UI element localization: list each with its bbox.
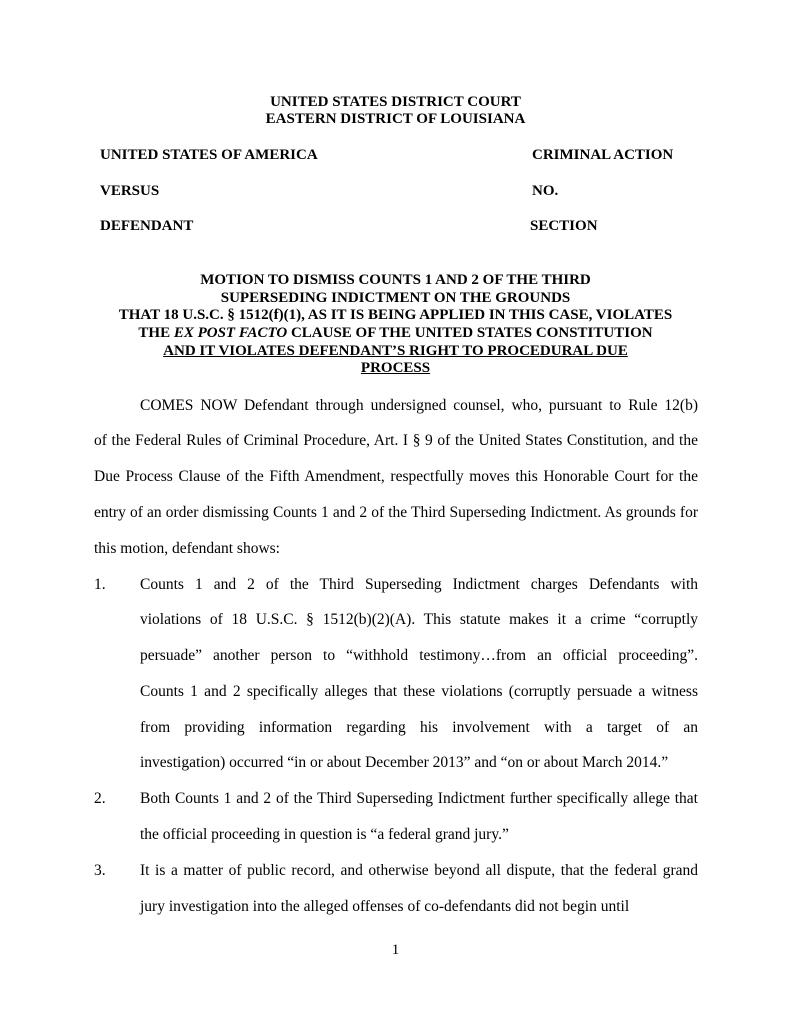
caption-section: SECTION	[530, 218, 598, 234]
motion-title-line-3: THAT 18 U.S.C. § 1512(f)(1), AS IT IS BEING APPLIED IN THIS CASE, VIOLATES	[118, 307, 673, 323]
caption-criminal-action: CRIMINAL ACTION	[532, 147, 674, 163]
court-district: EASTERN DISTRICT OF LOUISIANA	[265, 111, 526, 127]
intro-line-1: COMES NOW Defendant through undersigned counsel, who, pursuant to Rule 12(b)	[140, 397, 698, 414]
paragraph-1-line-2: violations of 18 U.S.C. § 1512(b)(2)(A). This statute makes it a crime “corruptly	[140, 611, 698, 628]
paragraph-1-line-6: investigation) occurred “in or about December 2013” and “on or about March 2014.”	[140, 754, 669, 771]
title-line-4-prefix: THE	[138, 325, 174, 341]
intro-line-4: entry of an order dismissing Counts 1 and 2 of the Third Superseding Indictment. As grounds for	[94, 504, 698, 521]
caption-defendant: DEFENDANT	[100, 218, 194, 234]
intro-line-2: of the Federal Rules of Criminal Procedure, Art. I § 9 of the United States Constitution, and the	[94, 432, 698, 449]
paragraph-number-2: 2.	[94, 790, 106, 807]
intro-line-5: this motion, defendant shows:	[94, 540, 280, 557]
motion-title-line-6: PROCESS	[360, 360, 431, 376]
page-number: 1	[391, 942, 400, 958]
intro-line-3: Due Process Clause of the Fifth Amendment, respectfully moves this Honorable Court for the	[94, 468, 698, 485]
title-ex-post-facto: EX POST FACTO	[173, 325, 288, 341]
motion-title-line-1: MOTION TO DISMISS COUNTS 1 AND 2 OF THE THIRD	[200, 272, 591, 288]
paragraph-2-line-1: Both Counts 1 and 2 of the Third Superseding Indictment further specifically allege that	[140, 790, 698, 807]
motion-title-line-5: AND IT VIOLATES DEFENDANT’S RIGHT TO PROCEDURAL DUE	[163, 343, 628, 359]
motion-title-line-2: SUPERSEDING INDICTMENT ON THE GROUNDS	[220, 290, 571, 306]
paragraph-number-1: 1.	[94, 576, 106, 593]
motion-title-line-4	[0, 325, 791, 343]
paragraph-2-line-2: the official proceeding in question is “a federal grand jury.”	[140, 826, 509, 843]
paragraph-1-line-1: Counts 1 and 2 of the Third Superseding Indictment charges Defendants with	[140, 576, 698, 593]
paragraph-1-line-3: persuade” another person to “withhold testimony…from an official proceeding”.	[140, 647, 698, 664]
caption-versus: VERSUS	[100, 183, 160, 199]
caption-case-number: NO.	[532, 183, 559, 199]
paragraph-1-line-5: from providing information regarding his involvement with a target of an	[140, 719, 698, 736]
title-line-4-suffix: CLAUSE OF THE UNITED STATES CONSTITUTION	[287, 325, 653, 341]
paragraph-number-3: 3.	[94, 862, 106, 879]
paragraph-3-line-1: It is a matter of public record, and otherwise beyond all dispute, that the federal grand	[140, 862, 698, 879]
caption-plaintiff: UNITED STATES OF AMERICA	[100, 147, 318, 163]
paragraph-3-line-2: jury investigation into the alleged offenses of co-defendants did not begin until	[140, 898, 630, 915]
court-name: UNITED STATES DISTRICT COURT	[270, 94, 521, 110]
paragraph-1-line-4: Counts 1 and 2 specifically alleges that these violations (corruptly persuade a witness	[140, 683, 698, 700]
